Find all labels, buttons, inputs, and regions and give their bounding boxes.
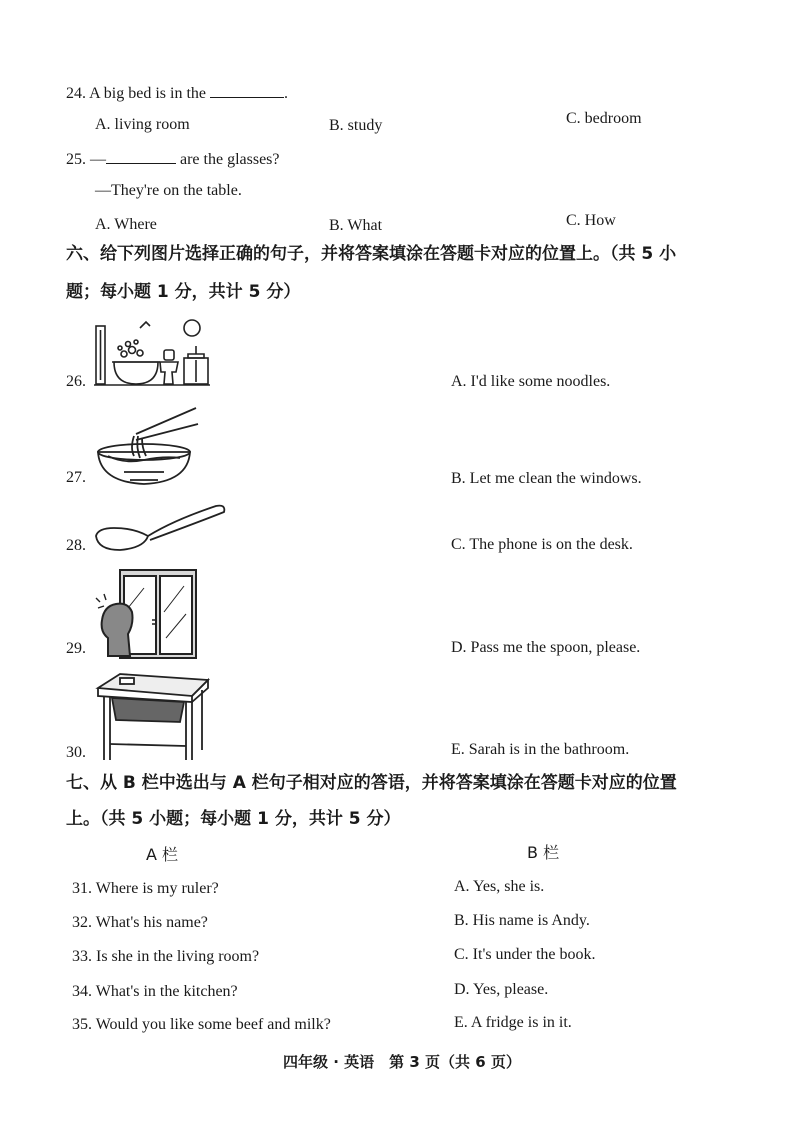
a-item-35: 35. Would you like some beef and milk? bbox=[72, 1016, 331, 1033]
q24-option-a: A. living room bbox=[95, 116, 190, 133]
bathroom-picture bbox=[94, 318, 210, 388]
section7-heading-line1: 七、从 B 栏中选出与 A 栏句子相对应的答语，并将答案填涂在答题卡对应的位置 bbox=[66, 773, 677, 793]
b-item-a: A. Yes, she is. bbox=[454, 878, 545, 895]
item-number-29: 29. bbox=[66, 640, 86, 657]
a-item-33: 33. Is she in the living room? bbox=[72, 948, 260, 965]
question-stem: A big bed is in the bbox=[89, 85, 207, 102]
q25-option-b: B. What bbox=[329, 217, 383, 234]
column-a-header: A 栏 bbox=[146, 845, 179, 864]
question-number: 25. bbox=[66, 151, 86, 168]
column-b-header: B 栏 bbox=[527, 843, 560, 862]
answer-blank bbox=[210, 82, 284, 98]
q25-option-c: C. How bbox=[566, 212, 616, 229]
desk-picture bbox=[94, 670, 210, 762]
question-25-stem: 25. — are the glasses? bbox=[66, 148, 280, 170]
question-24-stem: 24. A big bed is in the . bbox=[66, 82, 288, 104]
spoon-picture bbox=[94, 502, 228, 554]
answer-blank bbox=[106, 148, 176, 164]
item-number-28: 28. bbox=[66, 537, 86, 554]
section6-heading-line1: 六、给下列图片选择正确的句子，并将答案填涂在答题卡对应的位置上。（共 5 小 bbox=[66, 244, 677, 264]
q24-option-c: C. bedroom bbox=[566, 110, 642, 127]
sentence-d: D. Pass me the spoon, please. bbox=[451, 639, 641, 656]
b-item-d: D. Yes, please. bbox=[454, 981, 549, 998]
section7-heading-line2: 上。（共 5 小题；每小题 1 分，共计 5 分） bbox=[66, 809, 401, 829]
q25-answer-line: —They're on the table. bbox=[95, 182, 242, 199]
a-item-31: 31. Where is my ruler? bbox=[72, 880, 219, 897]
b-item-c: C. It's under the book. bbox=[454, 946, 596, 963]
a-item-32: 32. What's his name? bbox=[72, 914, 208, 931]
b-item-e: E. A fridge is in it. bbox=[454, 1014, 572, 1031]
item-number-30: 30. bbox=[66, 744, 86, 761]
b-item-b: B. His name is Andy. bbox=[454, 912, 590, 929]
q24-option-b: B. study bbox=[329, 117, 383, 134]
window-cleaning-picture bbox=[94, 568, 200, 660]
sentence-b: B. Let me clean the windows. bbox=[451, 470, 642, 487]
question-number: 24. bbox=[66, 85, 86, 102]
item-number-27: 27. bbox=[66, 469, 86, 486]
section6-heading-line2: 题；每小题 1 分，共计 5 分） bbox=[66, 282, 301, 302]
sentence-e: E. Sarah is in the bathroom. bbox=[451, 741, 630, 758]
page-footer: 四年级 · 英语 第 3 页（共 6 页） bbox=[283, 1053, 521, 1071]
question-stem: are the glasses? bbox=[180, 151, 280, 168]
sentence-a: A. I'd like some noodles. bbox=[451, 373, 611, 390]
noodles-picture bbox=[94, 404, 204, 488]
sentence-c: C. The phone is on the desk. bbox=[451, 536, 633, 553]
q25-option-a: A. Where bbox=[95, 216, 157, 233]
a-item-34: 34. What's in the kitchen? bbox=[72, 983, 238, 1000]
item-number-26: 26. bbox=[66, 373, 86, 390]
